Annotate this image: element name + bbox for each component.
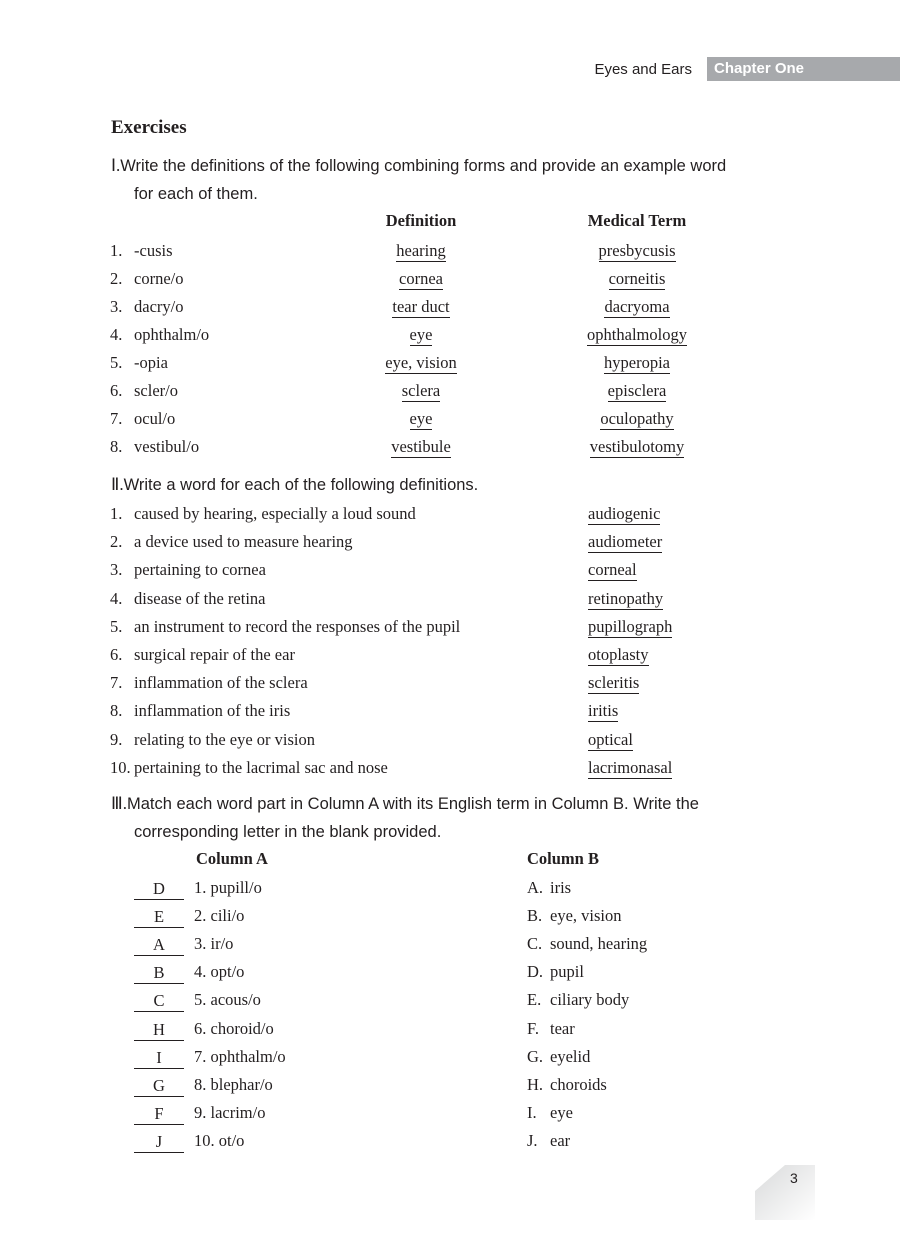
combining-form: vestibul/o <box>134 437 200 456</box>
column-b-letter: J. <box>527 1130 538 1150</box>
item-number: 2. <box>110 532 123 552</box>
part3-instruction-line2: corresponding letter in the blank provided. <box>134 823 442 841</box>
part3-col-a-header: Column A <box>196 849 268 868</box>
part2-instruction <box>111 471 478 499</box>
column-a-item: 8. blephar/o <box>194 1074 273 1094</box>
definition-text: an instrument to record the responses of the pupil <box>134 616 461 636</box>
item-number: 9. <box>110 729 123 749</box>
row-number: 3. <box>110 297 123 316</box>
word-answer: corneal <box>588 560 637 580</box>
row-number: 1. <box>110 241 123 260</box>
list-item <box>0 697 900 725</box>
medical-term-cell <box>537 433 737 461</box>
combining-form: -opia <box>134 353 168 372</box>
definition-answer: tear duct <box>392 297 450 316</box>
column-b-letter: C. <box>527 934 543 954</box>
definition-text: inflammation of the sclera <box>134 673 308 693</box>
column-a-item: 9. lacrim/o <box>194 1102 266 1122</box>
definition-text: pertaining to cornea <box>134 560 266 580</box>
list-item <box>0 726 900 754</box>
part2-instruction-text: Write a word for each of the following definitions. <box>123 476 479 494</box>
list-item <box>0 528 900 556</box>
row-number: 5. <box>110 353 123 372</box>
matching-row <box>0 958 900 986</box>
part1-instruction-line2: for each of them. <box>134 185 258 203</box>
answer-blank: G <box>134 1075 184 1097</box>
definition-cell <box>321 405 521 433</box>
word-answer: iritis <box>588 701 619 721</box>
matching-row <box>0 1015 900 1043</box>
answer-blank: B <box>134 962 184 984</box>
column-a-item: 7. ophthalm/o <box>194 1046 286 1066</box>
column-b-term: ciliary body <box>550 990 630 1010</box>
word-answer: lacrimonasal <box>588 757 673 777</box>
medical-term-cell <box>537 265 737 293</box>
item-number: 5. <box>110 616 123 636</box>
row-number: 2. <box>110 269 123 288</box>
medical-term-answer: vestibulotomy <box>589 437 685 456</box>
medical-term-cell <box>537 237 737 265</box>
answer-blank: H <box>134 1019 184 1041</box>
combining-form: ophthalm/o <box>134 325 210 344</box>
matching-row <box>0 1071 900 1099</box>
column-a-item: 3. ir/o <box>194 934 234 954</box>
medical-term-cell <box>537 293 737 321</box>
matching-row <box>0 930 900 958</box>
table-row <box>0 433 900 461</box>
table-row <box>0 405 900 433</box>
word-answer: audiogenic <box>588 504 661 523</box>
answer-blank: D <box>134 878 184 900</box>
running-header-chapter: Chapter One <box>707 57 900 81</box>
medical-term-answer: ophthalmology <box>587 325 687 344</box>
table-row <box>0 237 900 265</box>
definition-answer: sclera <box>401 381 441 400</box>
word-cell <box>588 669 639 697</box>
item-number: 4. <box>110 588 123 608</box>
medical-term-answer: oculopathy <box>600 409 674 428</box>
combining-form: -cusis <box>134 241 173 260</box>
definition-text: inflammation of the iris <box>134 701 291 721</box>
combining-form: dacry/o <box>134 297 184 316</box>
part1-numeral: Ⅰ. <box>111 156 121 175</box>
column-a-item: 2. cili/o <box>194 906 245 926</box>
table-row <box>0 321 900 349</box>
word-answer: audiometer <box>588 532 663 552</box>
medical-term-cell <box>537 321 737 349</box>
definition-text: pertaining to the lacrimal sac and nose <box>134 757 388 777</box>
definition-cell <box>321 433 521 461</box>
definition-cell <box>321 265 521 293</box>
definition-answer: eye <box>409 325 433 344</box>
row-number: 8. <box>110 437 123 456</box>
item-number: 3. <box>110 560 123 580</box>
page-corner-decoration <box>755 1165 815 1220</box>
medical-term-cell <box>537 405 737 433</box>
row-number: 7. <box>110 409 123 428</box>
table-row <box>0 293 900 321</box>
answer-blank: F <box>134 1103 184 1125</box>
matching-row <box>0 1043 900 1071</box>
definition-text: disease of the retina <box>134 588 266 608</box>
part3-instruction <box>111 790 699 818</box>
word-answer: pupillograph <box>588 616 673 636</box>
part3-col-b-header: Column B <box>527 849 599 868</box>
medical-term-answer: dacryoma <box>604 297 670 316</box>
answer-blank: E <box>134 906 184 928</box>
answer-blank: J <box>134 1131 184 1153</box>
matching-row <box>0 1099 900 1127</box>
column-a-item: 4. opt/o <box>194 962 245 982</box>
running-header-section: Eyes and Ears <box>594 61 692 78</box>
definition-text: surgical repair of the ear <box>134 645 295 664</box>
item-number: 6. <box>110 645 123 664</box>
page-title: Exercises <box>111 117 187 138</box>
word-cell <box>588 613 672 641</box>
column-b-letter: I. <box>527 1102 537 1122</box>
column-b-letter: F. <box>527 1018 539 1038</box>
definition-cell <box>321 321 521 349</box>
part1-col-definition: Definition <box>385 211 457 230</box>
word-cell <box>588 528 662 556</box>
column-b-letter: G. <box>527 1046 544 1066</box>
word-cell <box>588 726 633 754</box>
column-b-letter: H. <box>527 1074 544 1094</box>
medical-term-answer: corneitis <box>608 269 666 288</box>
definition-answer: eye <box>409 409 433 428</box>
definition-text: relating to the eye or vision <box>134 729 315 749</box>
column-b-term: tear <box>550 1018 575 1038</box>
column-b-term: eyelid <box>550 1046 591 1066</box>
list-item <box>0 613 900 641</box>
definition-text: caused by hearing, especially a loud sound <box>134 504 416 523</box>
medical-term-answer: episclera <box>607 381 667 400</box>
matching-row <box>0 902 900 930</box>
list-item <box>0 500 900 528</box>
matching-row <box>0 986 900 1014</box>
column-a-item: 10. ot/o <box>194 1130 245 1150</box>
column-b-letter: A. <box>527 878 544 897</box>
definition-text: a device used to measure hearing <box>134 532 353 552</box>
word-answer: scleritis <box>588 673 640 693</box>
definition-answer: eye, vision <box>385 353 457 372</box>
medical-term-answer: presbycusis <box>598 241 676 260</box>
column-b-term: pupil <box>550 962 584 982</box>
column-b-term: ear <box>550 1130 571 1150</box>
column-b-term: sound, hearing <box>550 934 648 954</box>
answer-blank: A <box>134 934 184 956</box>
word-cell <box>588 585 663 613</box>
definition-answer: hearing <box>396 241 446 260</box>
row-number: 4. <box>110 325 123 344</box>
word-cell <box>588 556 637 584</box>
column-a-item: 6. choroid/o <box>194 1018 274 1038</box>
word-answer: otoplasty <box>588 645 649 664</box>
part1-instruction <box>111 152 726 180</box>
item-number: 10. <box>110 757 131 777</box>
column-b-letter: D. <box>527 962 544 982</box>
word-answer: optical <box>588 729 633 749</box>
part1-col-term: Medical Term <box>587 211 687 230</box>
definition-cell <box>321 237 521 265</box>
medical-term-cell <box>537 377 737 405</box>
part1-instruction-line1: Write the definitions of the following combining forms and provide an example word <box>120 157 727 175</box>
answer-blank: C <box>134 990 184 1012</box>
table-row <box>0 265 900 293</box>
row-number: 6. <box>110 381 123 400</box>
part3-instruction-line1: Match each word part in Column A with its English term in Column B. Write the <box>126 795 699 813</box>
item-number: 7. <box>110 673 123 693</box>
combining-form: ocul/o <box>134 409 176 428</box>
combining-form: corne/o <box>134 269 184 288</box>
definition-answer: cornea <box>399 269 443 288</box>
page-number: 3 <box>790 1170 798 1186</box>
definition-cell <box>321 377 521 405</box>
column-b-letter: E. <box>527 990 542 1010</box>
definition-cell <box>321 293 521 321</box>
definition-cell <box>321 349 521 377</box>
definition-answer: vestibule <box>391 437 451 456</box>
word-cell <box>588 754 672 782</box>
table-row <box>0 377 900 405</box>
word-cell <box>588 697 618 725</box>
medical-term-answer: hyperopia <box>604 353 670 372</box>
column-b-term: iris <box>550 878 572 897</box>
column-b-term: eye, vision <box>550 906 622 926</box>
matching-row <box>0 874 900 902</box>
item-number: 8. <box>110 701 123 721</box>
word-cell <box>588 500 660 528</box>
column-b-letter: B. <box>527 906 543 926</box>
matching-row <box>0 1127 900 1155</box>
answer-blank: I <box>134 1047 184 1069</box>
word-answer: retinopathy <box>588 588 664 608</box>
item-number: 1. <box>110 504 123 523</box>
list-item <box>0 556 900 584</box>
table-row <box>0 349 900 377</box>
column-a-item: 1. pupill/o <box>194 878 262 897</box>
column-b-term: choroids <box>550 1074 607 1094</box>
medical-term-cell <box>537 349 737 377</box>
word-cell <box>588 641 649 669</box>
combining-form: scler/o <box>134 381 178 400</box>
part3-numeral: Ⅲ. <box>111 794 127 813</box>
part2-numeral: Ⅱ. <box>111 475 124 494</box>
column-a-item: 5. acous/o <box>194 990 261 1010</box>
list-item <box>0 669 900 697</box>
list-item <box>0 585 900 613</box>
list-item <box>0 641 900 669</box>
column-b-term: eye <box>550 1102 573 1122</box>
list-item <box>0 754 900 782</box>
